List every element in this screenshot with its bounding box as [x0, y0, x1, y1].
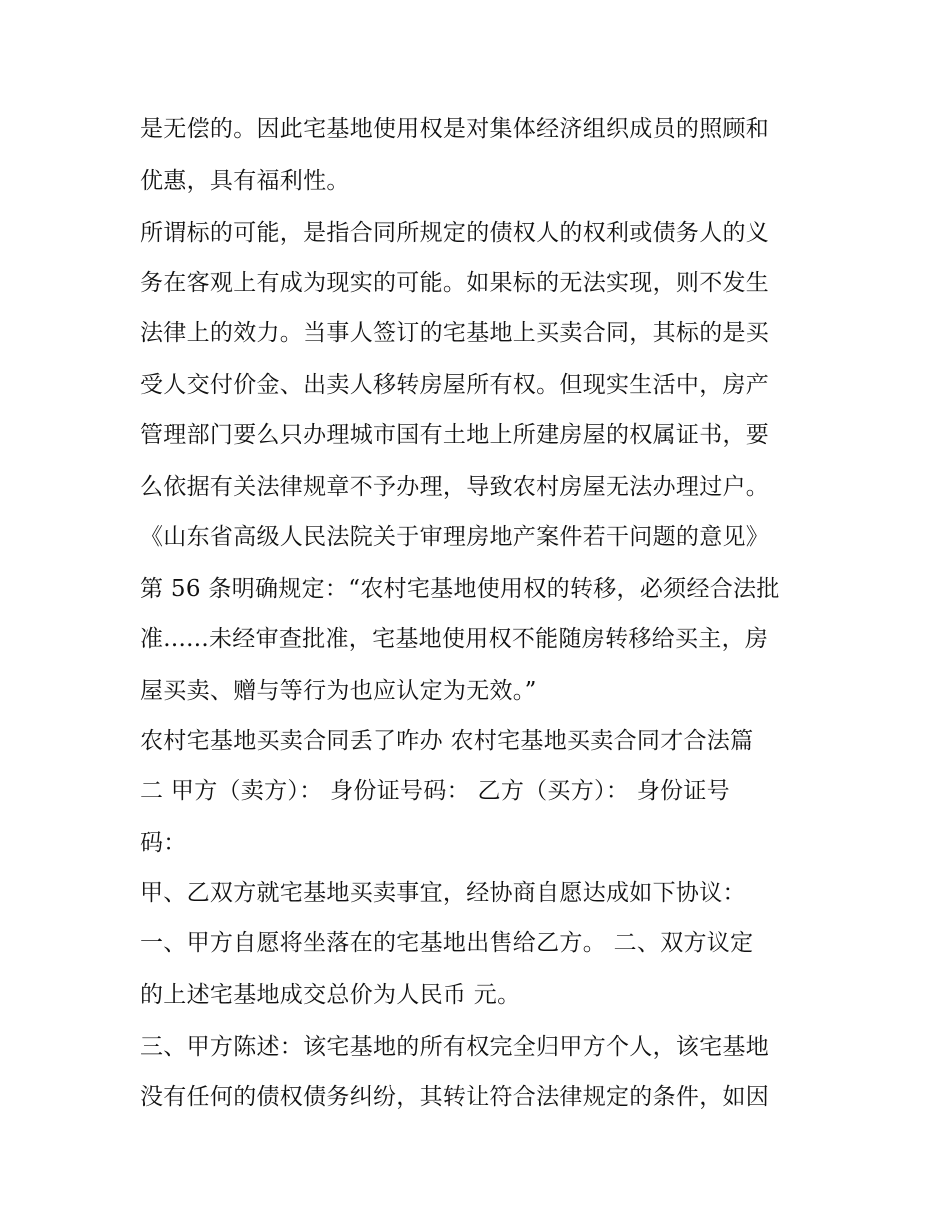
text-line: 是无偿的。因此宅基地使用权是对集体经济组织成员的照顾和	[140, 116, 770, 142]
text-line: 农村宅基地买卖合同丢了咋办 农村宅基地买卖合同才合法篇	[140, 728, 754, 754]
text-line: 的上述宅基地成交总价为人民币 元。	[140, 982, 521, 1008]
text-line: 第 56 条明确规定：“农村宅基地使用权的转移，必须经合法批	[140, 576, 780, 602]
text-line: 屋买卖、赠与等行为也应认定为无效。”	[140, 678, 537, 704]
text-line: 三、甲方陈述：该宅基地的所有权完全归甲方个人，该宅基地	[140, 1034, 770, 1060]
text-line: 管理部门要么只办理城市国有土地上所建房屋的权属证书，要	[140, 422, 770, 448]
text-line: 法律上的效力。当事人签订的宅基地上买卖合同，其标的是买	[140, 320, 770, 346]
text-line: 没有任何的债权债务纠纷，其转让符合法律规定的条件，如因	[140, 1084, 770, 1110]
text-line: 甲、乙双方就宅基地买卖事宜，经协商自愿达成如下协议：	[140, 880, 746, 906]
text-line: 《山东省高级人民法院关于审理房地产案件若干问题的意见》	[140, 524, 770, 550]
text-line: 么依据有关法律规章不予办理，导致农村房屋无法办理过户。	[140, 474, 770, 500]
text-line: 准......未经审查批准，宅基地使用权不能随房转移给买主，房	[140, 626, 769, 652]
text-line: 二 甲方（卖方）： 身份证号码： 乙方（买方）： 身份证号	[140, 778, 730, 804]
text-line: 优惠，具有福利性。	[140, 168, 350, 194]
text-line: 务在客观上有成为现实的可能。如果标的无法实现，则不发生	[140, 270, 770, 296]
text-line: 一、甲方自愿将坐落在的宅基地出售给乙方。 二、双方议定	[140, 930, 754, 956]
text-line: 所谓标的可能，是指合同所规定的债权人的权利或债务人的义	[140, 220, 770, 246]
text-line: 码：	[140, 830, 187, 856]
text-line: 受人交付价金、出卖人移转房屋所有权。但现实生活中，房产	[140, 372, 770, 398]
